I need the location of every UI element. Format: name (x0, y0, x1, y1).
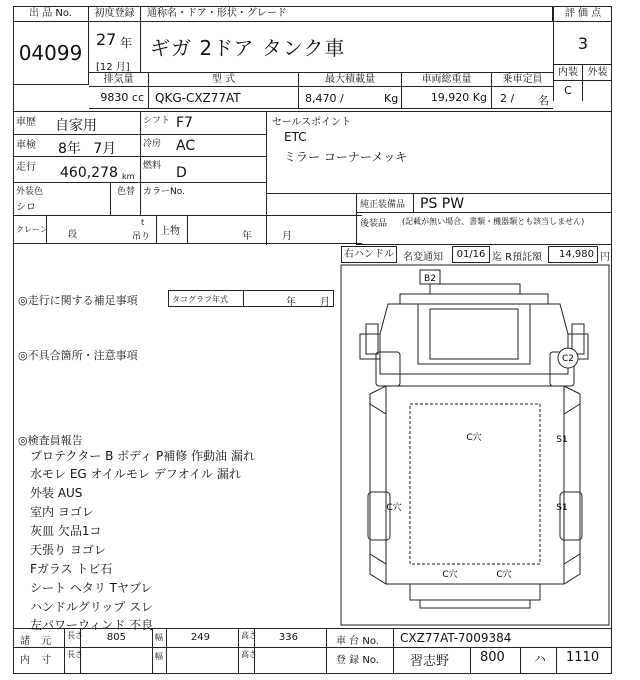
exterior-color-label: 外装色 (16, 187, 44, 197)
divider (152, 628, 153, 674)
registration-year-unit: 年 (120, 36, 133, 50)
divider (470, 647, 471, 674)
inspector-line: 灰皿 欠品1コ (30, 524, 102, 538)
max-load-label: 最大積載量 (299, 72, 402, 87)
car-name-label: 通称名・ドア・形状・グレード (141, 6, 553, 22)
score: 3 (553, 22, 612, 65)
damage-mark: C穴 (442, 570, 458, 580)
registration-month: [12 月] (96, 62, 130, 73)
chassis-no: CXZ77AT-7009384 (400, 631, 512, 645)
crane-lift: 吊り (132, 232, 151, 242)
fuel-label: 燃料 (143, 161, 162, 171)
inspector-line: ハンドルグリップ スレ (30, 600, 154, 614)
tachograph-month: 月 (320, 297, 330, 308)
dimensions-label: 諸 元 (20, 636, 56, 647)
height-label: 高さ (241, 631, 257, 640)
exterior-grade-label: 外装 (583, 65, 612, 81)
upper-month: 月 (282, 231, 292, 242)
damage-mark: S1 (556, 503, 568, 513)
lot-no-label: 出 品 No. (13, 6, 89, 22)
divider (46, 215, 47, 244)
divider (64, 628, 65, 674)
divider (13, 647, 612, 648)
width: 249 (190, 632, 210, 643)
interior-dims-label: 内 寸 (20, 655, 56, 666)
crane-label: クレーン (16, 225, 48, 234)
lot-no: 04099 (13, 22, 89, 84)
exterior-color: シロ (16, 202, 36, 213)
max-load-unit: Kg (384, 92, 399, 105)
deposit-unit: 円 (600, 252, 610, 263)
divider (520, 647, 521, 674)
inspector-report-label: ◎検査員報告 (18, 434, 83, 447)
gross-weight: 19,920 Kg (402, 87, 492, 109)
inspector-line: 室内 ヨゴレ (30, 505, 94, 519)
mileage-label: 走行 (16, 162, 36, 173)
ac-label: 冷房 (143, 139, 162, 149)
divider (356, 193, 357, 244)
chassis-no-label: 車 台 No. (336, 636, 379, 647)
inspector-line: 外装 AUS (30, 486, 83, 500)
inspector-line: プロテクター B ボディ P補修 作動油 漏れ (30, 449, 255, 463)
history: 自家用 (55, 118, 97, 134)
divider (13, 84, 89, 85)
divider (393, 628, 394, 674)
standard-equipment: PS PW (420, 196, 465, 212)
interior-height-label: 高さ (241, 650, 257, 659)
color-no-label: カラーNo. (143, 187, 185, 197)
damage-mark: C穴 (386, 503, 402, 513)
sales-point: ミラー コーナーメッキ (284, 150, 408, 164)
first-registration-label: 初度登録 (89, 6, 141, 22)
damage-mark: C穴 (466, 433, 482, 443)
divider (13, 134, 267, 135)
damage-mark: C2 (561, 354, 575, 364)
gross-weight-label: 車両総重量 (402, 72, 492, 87)
shift-label: シフト (143, 116, 171, 126)
damage-mark: C穴 (496, 570, 512, 580)
aftermarket-note: (記載が無い場合、書類・機器類とも該当しません) (402, 217, 585, 226)
plate-number: 1110 (566, 650, 600, 665)
registration-year: 27 (96, 30, 117, 49)
tachograph-year: 年 (286, 297, 296, 308)
inspection: 8年 7月 (58, 141, 117, 157)
length-label: 長さ (67, 631, 83, 640)
displacement-label: 排気量 (89, 72, 149, 87)
divider (243, 290, 244, 307)
name-change-label: 名変通知 (403, 252, 443, 263)
name-change-date: 01/16 (452, 246, 490, 263)
divider (110, 182, 111, 215)
mileage-unit: km (122, 172, 135, 181)
max-load: 8,470 / (305, 92, 344, 105)
aftermarket-label: 後装品 (360, 219, 388, 229)
interior-length-label: 長さ (67, 650, 83, 659)
defects-label: ◎不具合箇所・注意事項 (18, 349, 138, 362)
interior-grade: C (553, 81, 583, 101)
registration-no-label: 登 録 No. (336, 655, 379, 666)
displacement: 9830 cc (89, 87, 149, 109)
ac: AC (176, 138, 196, 154)
mileage: 460,278 (60, 165, 118, 181)
length: 805 (106, 632, 126, 643)
capacity-unit: 名 (538, 94, 549, 107)
standard-equipment-label: 純正装備品 (360, 200, 406, 210)
driving-notes-label: ◎走行に関する補足事項 (18, 294, 138, 307)
plate-region: 習志野 (410, 654, 450, 669)
right-hand-drive: 右ハンドル (341, 246, 397, 263)
crane-stage: 段 (68, 230, 78, 240)
capacity-label: 乗車定員 (502, 74, 543, 85)
history-label: 車歴 (16, 117, 36, 128)
divider (267, 193, 612, 194)
car-name: ギガ 2ドア タンク車 (150, 36, 346, 60)
divider (356, 244, 612, 245)
divider (140, 111, 141, 182)
tachograph-label: タコグラフ年式 (172, 295, 228, 304)
deposit-label: 迄 R預託額 (492, 252, 543, 263)
inspector-line: 天張り ヨゴレ (30, 543, 106, 557)
deposit-amount: 14,980 (548, 246, 598, 263)
width-label: 幅 (155, 633, 163, 642)
inspector-line: 左パワーウィンド 不良 (30, 618, 154, 632)
registration-cell (89, 22, 141, 72)
model-label: 型 式 (149, 72, 299, 87)
crane-ton: t (141, 218, 145, 227)
interior-width-label: 幅 (155, 652, 163, 661)
divider (556, 647, 557, 674)
truck-damage-diagram (340, 264, 612, 628)
sales-points-label: セールスポイント (272, 117, 352, 128)
fuel: D (176, 165, 187, 181)
inspector-line: 水モレ EG オイルモレ デフオイル 漏れ (30, 467, 241, 481)
sales-point: ETC (284, 130, 307, 144)
damage-mark: B2 (424, 274, 436, 284)
divider (238, 628, 239, 674)
plate-kana: ハ (534, 652, 547, 666)
divider (187, 215, 188, 244)
inspection-label: 車検 (16, 140, 36, 151)
divider (413, 193, 414, 212)
divider (156, 215, 157, 244)
damage-mark: S1 (556, 435, 568, 445)
inspector-line: Fガラス トビ石 (30, 562, 113, 576)
inspector-line: シート ヘタリ Tヤブレ (30, 581, 153, 595)
plate-class: 800 (480, 650, 505, 665)
divider (13, 628, 612, 629)
divider (356, 212, 612, 213)
height: 336 (278, 632, 298, 643)
upper-body-label: 上物 (160, 226, 180, 237)
shift: F7 (176, 115, 193, 131)
color-change-label: 色替 (117, 187, 136, 197)
model: QKG-CXZ77AT (149, 87, 299, 109)
divider (326, 628, 327, 674)
divider (13, 156, 267, 157)
score-label: 評 価 点 (553, 6, 612, 22)
capacity: 2 / (500, 92, 515, 105)
divider (140, 182, 141, 215)
interior-grade-label: 内装 (553, 65, 583, 81)
upper-year: 年 (242, 231, 252, 242)
